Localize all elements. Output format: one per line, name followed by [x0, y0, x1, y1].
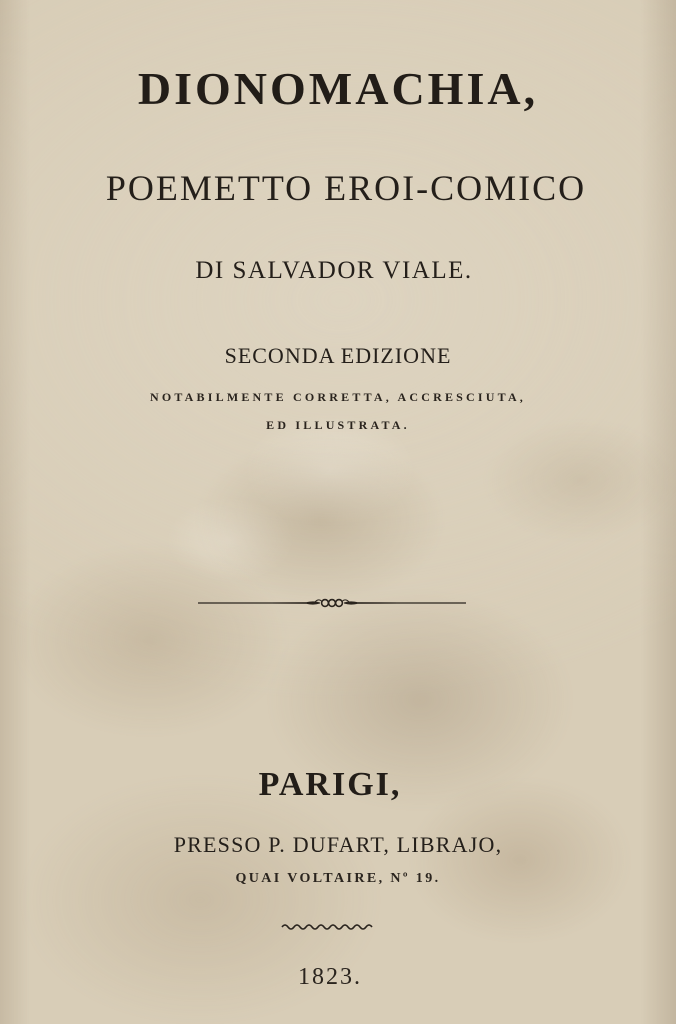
edition-note-line-2: ED ILLUSTRATA. [266, 418, 410, 432]
imprint-address: QUAI VOLTAIRE, Nº 19. [235, 871, 441, 886]
imprint-place: PARIGI, [258, 766, 402, 803]
imprint-year: 1823. [298, 964, 362, 990]
imprint-publisher: PRESSO P. DUFART, LIBRAJO, [173, 832, 503, 857]
swelled-rule-ornament [196, 592, 468, 614]
book-subtitle: POEMETTO EROI-COMICO [105, 168, 587, 208]
author-line: DI SALVADOR VIALE. [195, 257, 473, 284]
wavy-rule-ornament [280, 922, 376, 932]
edition-note-line-1: NOTABILMENTE CORRETTA, ACCRESCIUTA, [149, 390, 527, 404]
book-title: DIONOMACHIA, [137, 63, 539, 114]
edition-statement: SECONDA EDIZIONE [224, 343, 452, 368]
